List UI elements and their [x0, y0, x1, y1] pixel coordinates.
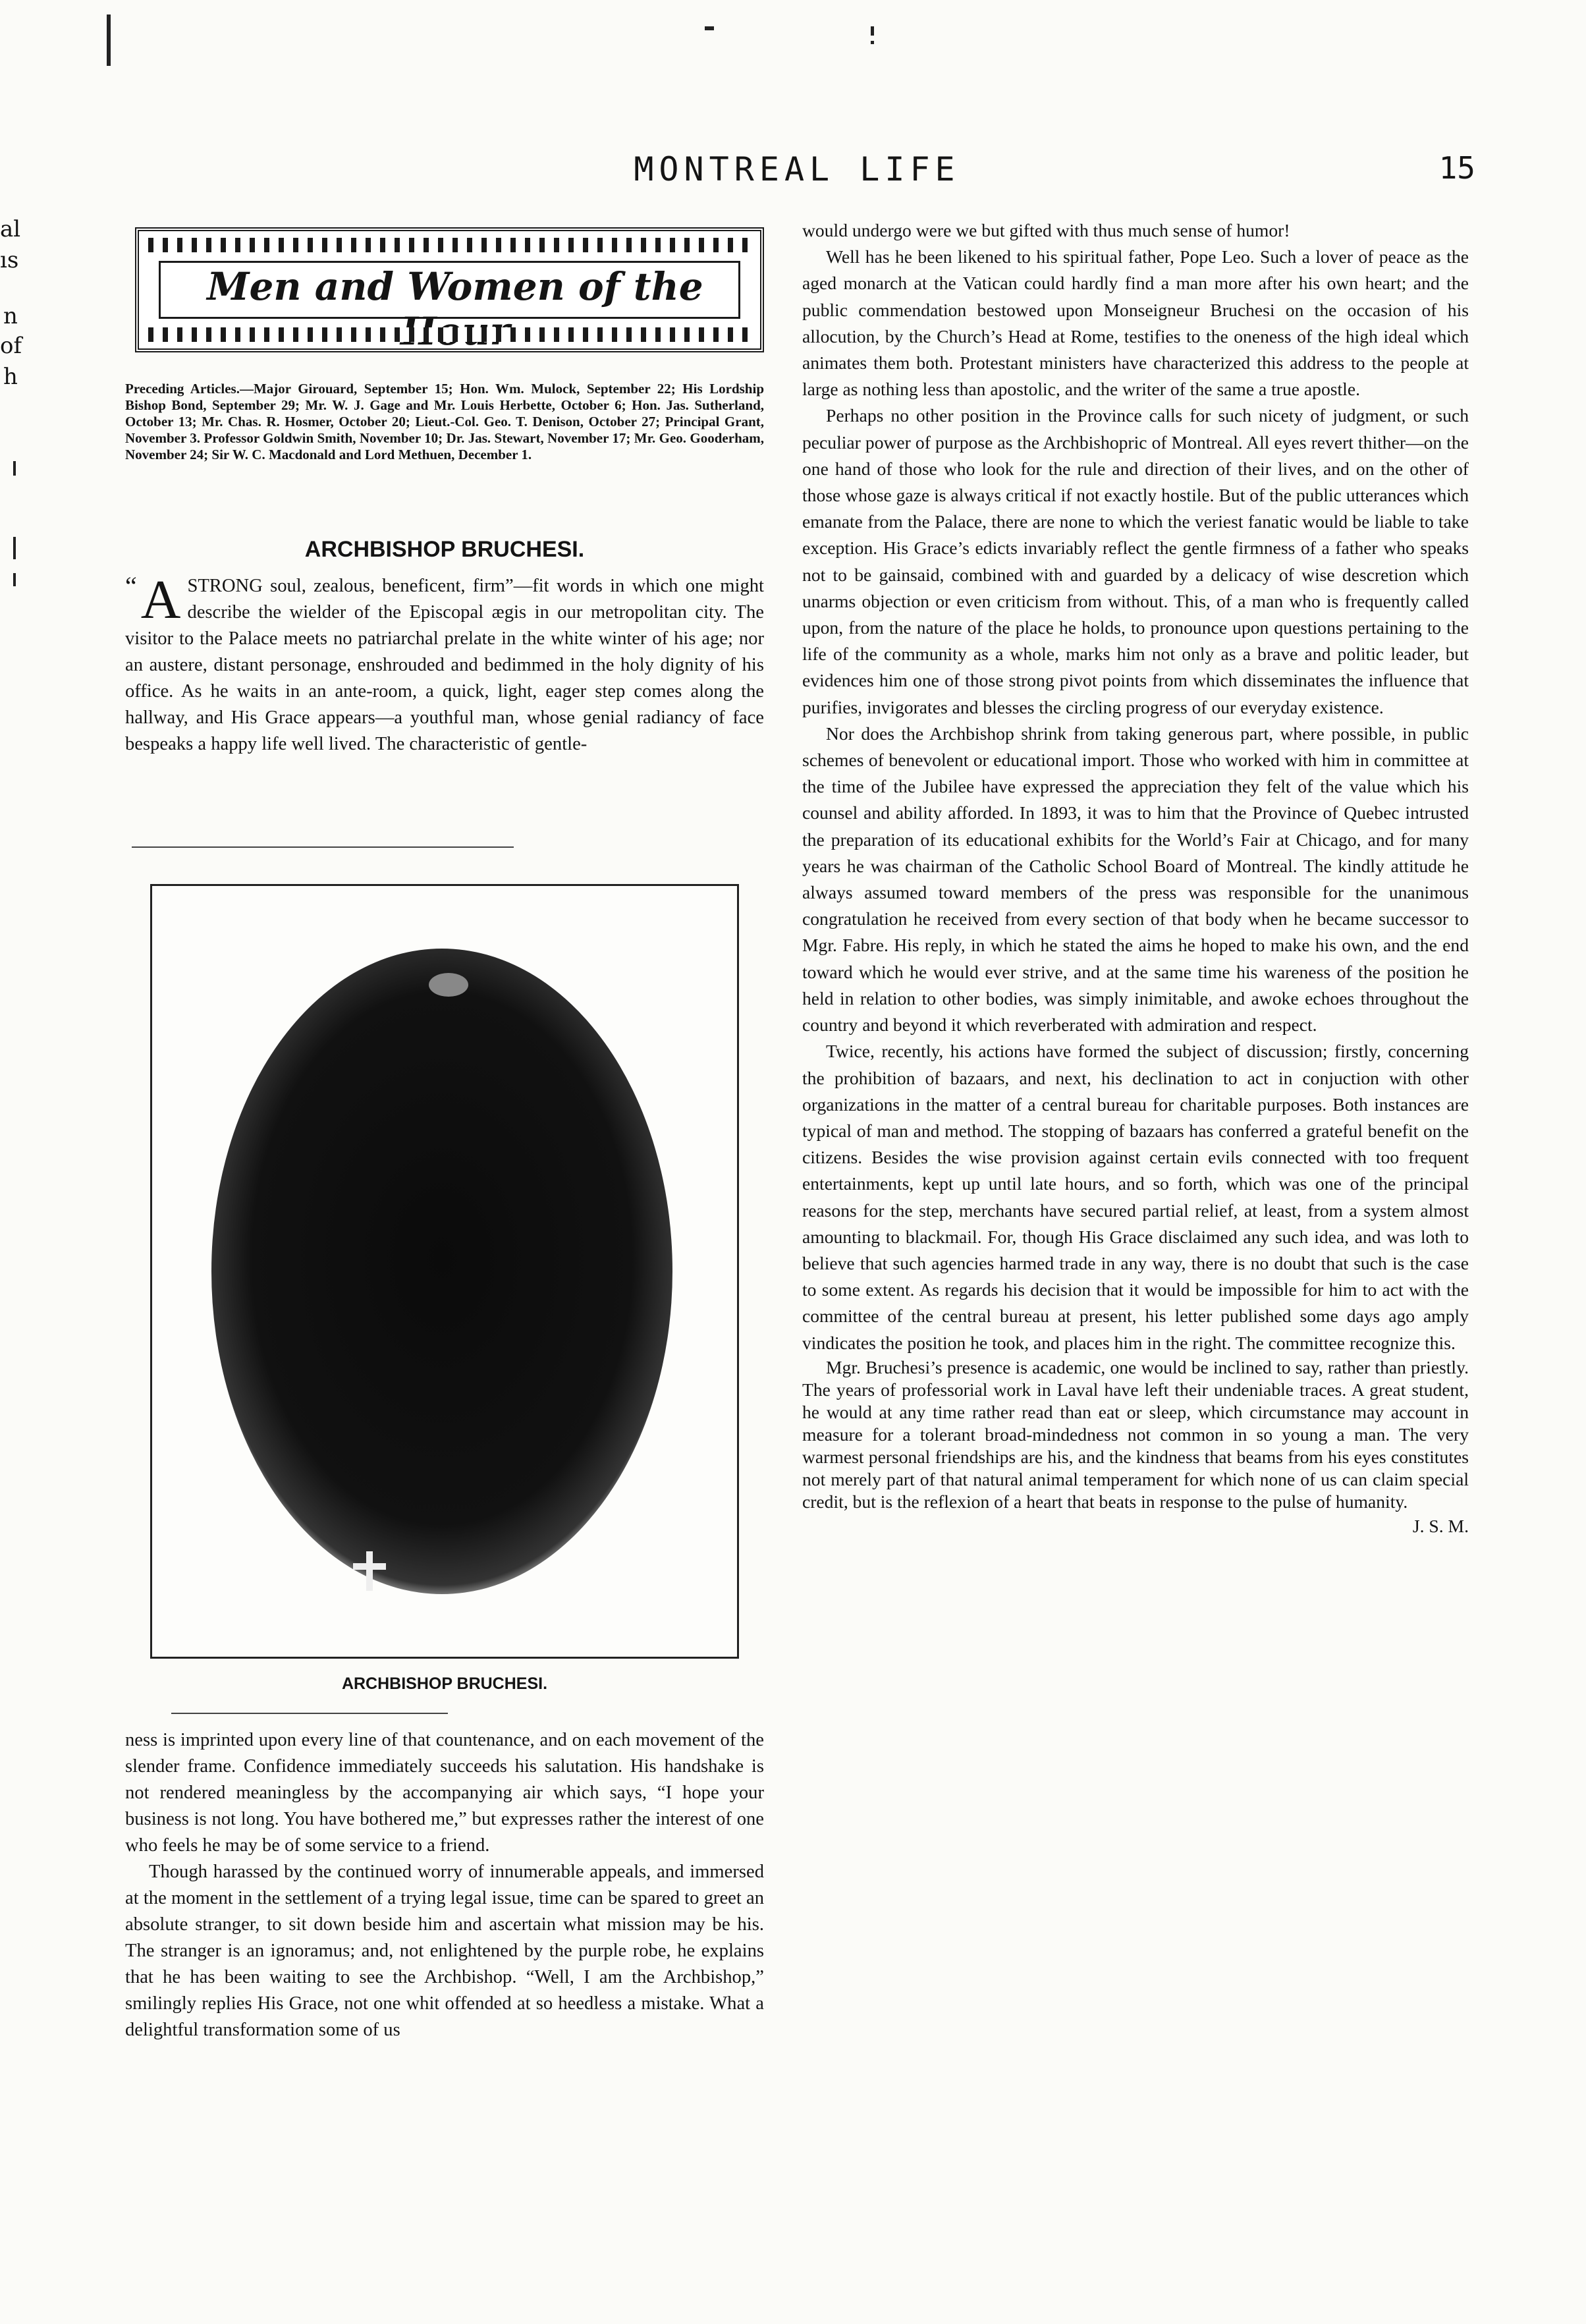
portrait-photo [152, 886, 737, 1657]
banner-title: Men and Women of the [207, 264, 703, 309]
skullcap-highlight [429, 973, 468, 997]
drop-cap: A [140, 569, 181, 630]
author-signature: J. S. M. [1412, 1515, 1469, 1536]
body-paragraph: would undergo were we but gifted with thus much sense of humor! [802, 220, 1290, 240]
divider-rule [132, 846, 514, 848]
portrait-caption: ARCHBISHOP BRUCHESI. [341, 1674, 548, 1693]
article-right-column [802, 217, 1469, 1539]
section-banner [135, 227, 764, 352]
article-left-continued [125, 1727, 764, 2043]
pectoral-cross-bar [353, 1563, 386, 1570]
scan-mark [705, 26, 714, 30]
body-paragraph: Twice, recently, his actions have formed the subject of discussion; firstly, concerning the prohibition of bazaars, and next, his declination to act in conjuction with other organizations in the matter of a central bureau for charitable purposes. Both instances are typical of man and method. The stopping of bazaars has conferred a grateful benefit on the citizens. Besides the wise provision against certain evils connected with too frequent entertainments, kept up until late hours, and so forth, which was one of the principal reasons for the step, merchants have secured partial relief, at least, from a system almost amounting to blackmail. For, though His Grace disclaimed any such idea, and was loth to believe that such agencies harmed trade in any way, there is no doubt that such is the case to some extent. As regards his decision that it would be impossible for him to act with the committee of the central bureau at present, his letter published some days ago amply vindicates the position he took, and places him in the right. The committee recognize this. [802, 1041, 1469, 1353]
scan-mark [107, 14, 111, 66]
banner-border-ornament [148, 327, 751, 342]
scan-mark [13, 461, 16, 476]
preceding-articles-note: Preceding Articles.—Major Girouard, September 15; Hon. Wm. Mulock, September 22; His Lordship Bishop Bond, September 29; Mr. W. J. Gage and Mr. Louis Herbette, October 6; Hon. Jas. Sutherland, October 13; Mr. Chas. R. Hosmer, October 20; Lieut.-Col. Geo. T. Denison, October 27; Principal Grant, November 3. Professor Goldwin Smith, November 10; Dr. Jas. Stewart, November 17; Mr. Geo. Gooderham, November 24; Sir W. C. Macdonald and Lord Methuen, December 1. [125, 381, 764, 462]
scan-mark [13, 537, 16, 559]
intro-text: STRONG soul, zealous, beneficent, firm”—fit words in which one might describe the wielder of the Episcopal ægis in our metropolitan city. The visitor to the Palace meets no patriarchal prelate in the white winter of his age; nor an austere, distant personage, enshrouded and bedimmed in the holy dignity of his office. As he waits in an ante-room, a quick, light, eager step comes along the hallway, and His Grace appears—a youthful man, whose genial radiancy of face bespeaks a happy life well lived. The characteristic of gentle- [125, 576, 764, 754]
body-paragraph: ness is imprinted upon every line of that countenance, and on each movement of the slender frame. Confidence immediately succeeds his salutation. His handshake is not rendered meaningless by the accompanying air which says, “I hope your business is not long. You have bothered me,” but expresses rather the interest of one who feels he may be of some service to a friend. [125, 1730, 764, 1856]
margin-fragment: n [3, 303, 18, 329]
open-quote: “ [125, 571, 137, 601]
page-number: 15 [1438, 150, 1475, 186]
margin-fragment: h [3, 364, 18, 390]
article-heading: ARCHBISHOP BRUCHESI. [304, 537, 585, 562]
body-paragraph: Well has he been likened to his spiritual father, Pope Leo. Such a lover of peace as the aged monarch at the Vatican could hardly find a man more after his own heart; and the public commendation bestowed upon Monseigneur Bruchesi on the occasion of his allocution, by the Church’s Head at Rome, testifies to the oneness of the high ideal which animates them both. Protestant ministers have characterized this address to the people at large as nothing less than apostolic, and the writer of the same a true apostle. [802, 246, 1469, 400]
margin-fragment: ıs [0, 247, 19, 273]
divider-rule [171, 1713, 448, 1714]
banner-border-ornament [148, 238, 751, 252]
running-header: MONTREAL LIFE [634, 150, 960, 188]
vignette-portrait [211, 949, 672, 1594]
body-paragraph: Though harassed by the continued worry of innumerable appeals, and immersed at the moment in the settlement of a trying legal issue, time can be spared to greet an absolute stranger, to sit down beside him and ascertain what mission may be his. The stranger is an ignoramus; and, not enlightened by the purple robe, he explains that he has been waiting to see the Archbishop. “Well, I am the Archbishop,” smilingly replies His Grace, not one whit offended at so heedless a mistake. What a delightful transformation some of us [125, 1862, 764, 2040]
scan-mark [871, 26, 874, 36]
intro-paragraph [125, 569, 764, 758]
margin-fragment: al [0, 216, 21, 242]
body-paragraph: Nor does the Archbishop shrink from taking generous part, where possible, in public schemes of benevolent or educational import. Those who worked with him in committee at the time of the Jubilee have expressed the appreciation they felt of the value which his counsel and ability afforded. In 1893, it was to him that the Province of Quebec intrusted the preparation of its educational exhibits for the World’s Fair at Chicago, and for many years he was chairman of the Catholic School Board of Montreal. The kindly attitude he always assumed toward members of the press was responsible for the unanimous congratulation he received from every section of that body when he became successor to Mgr. Fabre. His reply, in which he stated the aims he hoped to make his own, and the end toward which he would ever strive, and at the same time his wareness of the position he held in relation to other bodies, was simply inimitable, and awoke echoes throughout the country and beyond it which reverberated with admiration and respect. [802, 723, 1469, 1036]
margin-fragment: of [0, 333, 22, 359]
body-paragraph: Perhaps no other position in the Province calls for such nicety of judgment, or such peculiar power of purpose as the Archbishopric of Montreal. All eyes revert thither—on the one hand of those who look for the rule and direction of their lives, and on the other of those whose gaze is always critical if not exactly hostile. But of the public utterances which emanate from the Palace, there are none to which the veriest fanatic would be liable to take exception. His Grace’s edicts invariably reflect the gentle firmness of a father who speaks not to be gainsaid, combined with and guarded by a delicacy of wise descretion which unarms objection or even criticism from without. This, of a man who is frequently called upon, from the nature of the place he holds, to pronounce upon questions pertaining to the life of the community as a whole, marks him not only as a brave and politic leader, but evidences him one of those strong pivot points from which disseminates the influence that purifies, invigorates and blesses the circling progress of our everyday existence. [802, 405, 1469, 717]
portrait-frame [150, 884, 739, 1659]
pectoral-cross-icon [366, 1551, 373, 1591]
article-intro [125, 569, 764, 758]
scan-mark [871, 41, 874, 44]
body-paragraph: Mgr. Bruchesi’s presence is academic, one would be inclined to say, rather than priestly. The years of professorial work in Laval have left their undeniable traces. A great student, he would at any time rather read than eat or sleep, which circumstance may account in measure for a tolerant broad-mindedness not common in so young a man. The very warmest personal friendships are his, and the kindness that beams from his eyes constitutes not merely part of that natural animal temperament for which none of us can claim special credit, but is the reflexion of a heart that beats in response to the pulse of humanity. [802, 1356, 1469, 1512]
scan-mark [13, 573, 16, 586]
